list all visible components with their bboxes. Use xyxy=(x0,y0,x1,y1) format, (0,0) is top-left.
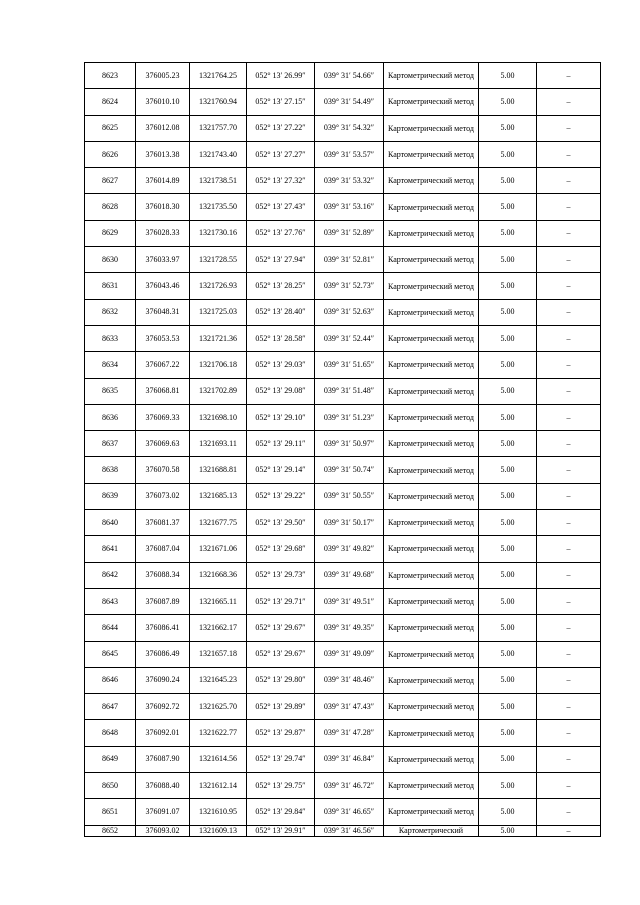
latitude-cell: 052° 13′ 29.89″ xyxy=(247,694,315,720)
table-row xyxy=(85,615,601,641)
longitude-cell: 039° 31′ 51.23″ xyxy=(315,404,384,430)
x-coordinate-cell: 376087.04 xyxy=(136,536,190,562)
note-cell: – xyxy=(537,63,601,89)
x-coordinate-cell: 376053.53 xyxy=(136,325,190,351)
y-coordinate-cell: 1321764.25 xyxy=(190,63,247,89)
table-row xyxy=(85,63,601,89)
accuracy-cell: 5.00 xyxy=(479,799,537,825)
point-number-cell: 8652 xyxy=(85,825,136,836)
method-cell: Картометрический метод xyxy=(384,63,479,89)
longitude-cell: 039° 31′ 46.84″ xyxy=(315,746,384,772)
accuracy-cell: 5.00 xyxy=(479,720,537,746)
method-cell: Картометрический метод xyxy=(384,404,479,430)
y-coordinate-cell: 1321721.36 xyxy=(190,325,247,351)
x-coordinate-cell: 376067.22 xyxy=(136,352,190,378)
table-row xyxy=(85,694,601,720)
y-coordinate-cell: 1321730.16 xyxy=(190,220,247,246)
method-cell: Картометрический метод xyxy=(384,562,479,588)
method-cell: Картометрический метод xyxy=(384,220,479,246)
note-cell: – xyxy=(537,615,601,641)
y-coordinate-cell: 1321671.06 xyxy=(190,536,247,562)
method-cell: Картометрический метод xyxy=(384,168,479,194)
latitude-cell: 052° 13′ 29.10″ xyxy=(247,404,315,430)
y-coordinate-cell: 1321693.11 xyxy=(190,431,247,457)
table-row xyxy=(85,141,601,167)
x-coordinate-cell: 376092.01 xyxy=(136,720,190,746)
x-coordinate-cell: 376069.33 xyxy=(136,404,190,430)
latitude-cell: 052° 13′ 29.50″ xyxy=(247,510,315,536)
point-number-cell: 8644 xyxy=(85,615,136,641)
accuracy-cell: 5.00 xyxy=(479,378,537,404)
latitude-cell: 052° 13′ 29.67″ xyxy=(247,641,315,667)
x-coordinate-cell: 376087.89 xyxy=(136,588,190,614)
note-cell: – xyxy=(537,194,601,220)
accuracy-cell: 5.00 xyxy=(479,220,537,246)
x-coordinate-cell: 376010.10 xyxy=(136,89,190,115)
point-number-cell: 8629 xyxy=(85,220,136,246)
y-coordinate-cell: 1321738.51 xyxy=(190,168,247,194)
x-coordinate-cell: 376043.46 xyxy=(136,273,190,299)
table-row xyxy=(85,457,601,483)
accuracy-cell: 5.00 xyxy=(479,562,537,588)
latitude-cell: 052° 13′ 29.87″ xyxy=(247,720,315,746)
table-row xyxy=(85,799,601,825)
table-body xyxy=(85,63,601,837)
table-row xyxy=(85,431,601,457)
accuracy-cell: 5.00 xyxy=(479,615,537,641)
latitude-cell: 052° 13′ 26.99″ xyxy=(247,63,315,89)
table-row xyxy=(85,562,601,588)
point-number-cell: 8639 xyxy=(85,483,136,509)
latitude-cell: 052° 13′ 27.15″ xyxy=(247,89,315,115)
note-cell: – xyxy=(537,247,601,273)
accuracy-cell: 5.00 xyxy=(479,667,537,693)
point-number-cell: 8647 xyxy=(85,694,136,720)
note-cell: – xyxy=(537,483,601,509)
method-cell: Картометрический метод xyxy=(384,588,479,614)
note-cell: – xyxy=(537,457,601,483)
table-row xyxy=(85,720,601,746)
latitude-cell: 052° 13′ 27.27″ xyxy=(247,141,315,167)
table-row xyxy=(85,641,601,667)
note-cell: – xyxy=(537,588,601,614)
longitude-cell: 039° 31′ 52.89″ xyxy=(315,220,384,246)
note-cell: – xyxy=(537,720,601,746)
note-cell: – xyxy=(537,378,601,404)
point-number-cell: 8638 xyxy=(85,457,136,483)
y-coordinate-cell: 1321677.75 xyxy=(190,510,247,536)
note-cell: – xyxy=(537,694,601,720)
latitude-cell: 052° 13′ 29.68″ xyxy=(247,536,315,562)
latitude-cell: 052° 13′ 29.11″ xyxy=(247,431,315,457)
y-coordinate-cell: 1321645.23 xyxy=(190,667,247,693)
y-coordinate-cell: 1321760.94 xyxy=(190,89,247,115)
point-number-cell: 8628 xyxy=(85,194,136,220)
method-cell: Картометрический метод xyxy=(384,799,479,825)
accuracy-cell: 5.00 xyxy=(479,457,537,483)
x-coordinate-cell: 376048.31 xyxy=(136,299,190,325)
method-cell: Картометрический метод xyxy=(384,141,479,167)
latitude-cell: 052° 13′ 29.74″ xyxy=(247,746,315,772)
y-coordinate-cell: 1321757.70 xyxy=(190,115,247,141)
note-cell: – xyxy=(537,746,601,772)
y-coordinate-cell: 1321702.89 xyxy=(190,378,247,404)
latitude-cell: 052° 13′ 27.94″ xyxy=(247,247,315,273)
method-cell: Картометрический метод xyxy=(384,667,479,693)
coordinates-table xyxy=(84,62,601,837)
y-coordinate-cell: 1321625.70 xyxy=(190,694,247,720)
accuracy-cell: 5.00 xyxy=(479,352,537,378)
method-cell: Картометрический метод xyxy=(384,773,479,799)
longitude-cell: 039° 31′ 53.16″ xyxy=(315,194,384,220)
method-cell: Картометрический метод xyxy=(384,641,479,667)
longitude-cell: 039° 31′ 52.81″ xyxy=(315,247,384,273)
accuracy-cell: 5.00 xyxy=(479,404,537,430)
point-number-cell: 8646 xyxy=(85,667,136,693)
longitude-cell: 039° 31′ 53.57″ xyxy=(315,141,384,167)
point-number-cell: 8626 xyxy=(85,141,136,167)
table-row xyxy=(85,825,601,836)
y-coordinate-cell: 1321698.10 xyxy=(190,404,247,430)
accuracy-cell: 5.00 xyxy=(479,299,537,325)
y-coordinate-cell: 1321612.14 xyxy=(190,773,247,799)
accuracy-cell: 5.00 xyxy=(479,325,537,351)
latitude-cell: 052° 13′ 27.22″ xyxy=(247,115,315,141)
accuracy-cell: 5.00 xyxy=(479,536,537,562)
latitude-cell: 052° 13′ 29.03″ xyxy=(247,352,315,378)
table-row xyxy=(85,273,601,299)
point-number-cell: 8641 xyxy=(85,536,136,562)
note-cell: – xyxy=(537,431,601,457)
y-coordinate-cell: 1321662.17 xyxy=(190,615,247,641)
point-number-cell: 8649 xyxy=(85,746,136,772)
x-coordinate-cell: 376012.08 xyxy=(136,115,190,141)
accuracy-cell: 5.00 xyxy=(479,89,537,115)
accuracy-cell: 5.00 xyxy=(479,431,537,457)
latitude-cell: 052° 13′ 29.84″ xyxy=(247,799,315,825)
table-row xyxy=(85,89,601,115)
method-cell: Картометрический метод xyxy=(384,194,479,220)
method-cell: Картометрический xyxy=(384,825,479,836)
longitude-cell: 039° 31′ 49.09″ xyxy=(315,641,384,667)
y-coordinate-cell: 1321706.18 xyxy=(190,352,247,378)
table-row xyxy=(85,588,601,614)
y-coordinate-cell: 1321728.55 xyxy=(190,247,247,273)
note-cell: – xyxy=(537,220,601,246)
longitude-cell: 039° 31′ 54.32″ xyxy=(315,115,384,141)
method-cell: Картометрический метод xyxy=(384,510,479,536)
y-coordinate-cell: 1321688.81 xyxy=(190,457,247,483)
y-coordinate-cell: 1321609.13 xyxy=(190,825,247,836)
point-number-cell: 8635 xyxy=(85,378,136,404)
note-cell: – xyxy=(537,273,601,299)
table-row xyxy=(85,299,601,325)
note-cell: – xyxy=(537,89,601,115)
latitude-cell: 052° 13′ 27.76″ xyxy=(247,220,315,246)
longitude-cell: 039° 31′ 49.51″ xyxy=(315,588,384,614)
longitude-cell: 039° 31′ 50.97″ xyxy=(315,431,384,457)
note-cell: – xyxy=(537,299,601,325)
latitude-cell: 052° 13′ 27.43″ xyxy=(247,194,315,220)
x-coordinate-cell: 376093.02 xyxy=(136,825,190,836)
table-row xyxy=(85,746,601,772)
table-row xyxy=(85,168,601,194)
accuracy-cell: 5.00 xyxy=(479,510,537,536)
method-cell: Картометрический метод xyxy=(384,457,479,483)
x-coordinate-cell: 376087.90 xyxy=(136,746,190,772)
table-row xyxy=(85,510,601,536)
y-coordinate-cell: 1321665.11 xyxy=(190,588,247,614)
method-cell: Картометрический метод xyxy=(384,746,479,772)
note-cell: – xyxy=(537,325,601,351)
method-cell: Картометрический метод xyxy=(384,378,479,404)
method-cell: Картометрический метод xyxy=(384,536,479,562)
note-cell: – xyxy=(537,562,601,588)
point-number-cell: 8650 xyxy=(85,773,136,799)
longitude-cell: 039° 31′ 52.73″ xyxy=(315,273,384,299)
point-number-cell: 8625 xyxy=(85,115,136,141)
method-cell: Картометрический метод xyxy=(384,615,479,641)
point-number-cell: 8651 xyxy=(85,799,136,825)
latitude-cell: 052° 13′ 29.75″ xyxy=(247,773,315,799)
longitude-cell: 039° 31′ 54.49″ xyxy=(315,89,384,115)
longitude-cell: 039° 31′ 50.74″ xyxy=(315,457,384,483)
longitude-cell: 039° 31′ 51.65″ xyxy=(315,352,384,378)
y-coordinate-cell: 1321622.77 xyxy=(190,720,247,746)
x-coordinate-cell: 376033.97 xyxy=(136,247,190,273)
table-row xyxy=(85,483,601,509)
x-coordinate-cell: 376088.40 xyxy=(136,773,190,799)
y-coordinate-cell: 1321725.03 xyxy=(190,299,247,325)
longitude-cell: 039° 31′ 53.32″ xyxy=(315,168,384,194)
latitude-cell: 052° 13′ 29.67″ xyxy=(247,615,315,641)
longitude-cell: 039° 31′ 47.43″ xyxy=(315,694,384,720)
longitude-cell: 039° 31′ 47.28″ xyxy=(315,720,384,746)
x-coordinate-cell: 376091.07 xyxy=(136,799,190,825)
table-row xyxy=(85,404,601,430)
y-coordinate-cell: 1321743.40 xyxy=(190,141,247,167)
latitude-cell: 052° 13′ 29.14″ xyxy=(247,457,315,483)
y-coordinate-cell: 1321657.18 xyxy=(190,641,247,667)
accuracy-cell: 5.00 xyxy=(479,825,537,836)
x-coordinate-cell: 376073.02 xyxy=(136,483,190,509)
longitude-cell: 039° 31′ 46.72″ xyxy=(315,773,384,799)
y-coordinate-cell: 1321610.95 xyxy=(190,799,247,825)
x-coordinate-cell: 376086.49 xyxy=(136,641,190,667)
accuracy-cell: 5.00 xyxy=(479,194,537,220)
table-row xyxy=(85,773,601,799)
x-coordinate-cell: 376018.30 xyxy=(136,194,190,220)
table-row xyxy=(85,220,601,246)
method-cell: Картометрический метод xyxy=(384,89,479,115)
x-coordinate-cell: 376070.58 xyxy=(136,457,190,483)
accuracy-cell: 5.00 xyxy=(479,273,537,299)
note-cell: – xyxy=(537,510,601,536)
accuracy-cell: 5.00 xyxy=(479,773,537,799)
note-cell: – xyxy=(537,773,601,799)
longitude-cell: 039° 31′ 49.35″ xyxy=(315,615,384,641)
accuracy-cell: 5.00 xyxy=(479,141,537,167)
point-number-cell: 8643 xyxy=(85,588,136,614)
note-cell: – xyxy=(537,641,601,667)
latitude-cell: 052° 13′ 29.71″ xyxy=(247,588,315,614)
method-cell: Картометрический метод xyxy=(384,431,479,457)
note-cell: – xyxy=(537,141,601,167)
x-coordinate-cell: 376005.23 xyxy=(136,63,190,89)
longitude-cell: 039° 31′ 49.68″ xyxy=(315,562,384,588)
x-coordinate-cell: 376088.34 xyxy=(136,562,190,588)
y-coordinate-cell: 1321614.56 xyxy=(190,746,247,772)
longitude-cell: 039° 31′ 54.66″ xyxy=(315,63,384,89)
point-number-cell: 8630 xyxy=(85,247,136,273)
table-row xyxy=(85,325,601,351)
method-cell: Картометрический метод xyxy=(384,694,479,720)
accuracy-cell: 5.00 xyxy=(479,168,537,194)
method-cell: Картометрический метод xyxy=(384,720,479,746)
table-row xyxy=(85,536,601,562)
accuracy-cell: 5.00 xyxy=(479,694,537,720)
point-number-cell: 8645 xyxy=(85,641,136,667)
method-cell: Картометрический метод xyxy=(384,247,479,273)
latitude-cell: 052° 13′ 28.58″ xyxy=(247,325,315,351)
point-number-cell: 8624 xyxy=(85,89,136,115)
point-number-cell: 8627 xyxy=(85,168,136,194)
note-cell: – xyxy=(537,115,601,141)
table-row xyxy=(85,667,601,693)
table-row xyxy=(85,378,601,404)
method-cell: Картометрический метод xyxy=(384,483,479,509)
x-coordinate-cell: 376090.24 xyxy=(136,667,190,693)
y-coordinate-cell: 1321668.36 xyxy=(190,562,247,588)
point-number-cell: 8623 xyxy=(85,63,136,89)
point-number-cell: 8640 xyxy=(85,510,136,536)
accuracy-cell: 5.00 xyxy=(479,746,537,772)
x-coordinate-cell: 376086.41 xyxy=(136,615,190,641)
latitude-cell: 052° 13′ 29.91″ xyxy=(247,825,315,836)
point-number-cell: 8634 xyxy=(85,352,136,378)
accuracy-cell: 5.00 xyxy=(479,588,537,614)
x-coordinate-cell: 376068.81 xyxy=(136,378,190,404)
note-cell: – xyxy=(537,825,601,836)
accuracy-cell: 5.00 xyxy=(479,247,537,273)
note-cell: – xyxy=(537,667,601,693)
method-cell: Картометрический метод xyxy=(384,299,479,325)
x-coordinate-cell: 376013.38 xyxy=(136,141,190,167)
longitude-cell: 039° 31′ 46.65″ xyxy=(315,799,384,825)
table-row xyxy=(85,115,601,141)
accuracy-cell: 5.00 xyxy=(479,63,537,89)
method-cell: Картометрический метод xyxy=(384,115,479,141)
accuracy-cell: 5.00 xyxy=(479,483,537,509)
accuracy-cell: 5.00 xyxy=(479,641,537,667)
x-coordinate-cell: 376014.89 xyxy=(136,168,190,194)
point-number-cell: 8648 xyxy=(85,720,136,746)
method-cell: Картометрический метод xyxy=(384,273,479,299)
y-coordinate-cell: 1321735.50 xyxy=(190,194,247,220)
longitude-cell: 039° 31′ 46.56″ xyxy=(315,825,384,836)
method-cell: Картометрический метод xyxy=(384,352,479,378)
table-row xyxy=(85,247,601,273)
latitude-cell: 052° 13′ 29.22″ xyxy=(247,483,315,509)
latitude-cell: 052° 13′ 27.32″ xyxy=(247,168,315,194)
longitude-cell: 039° 31′ 52.44″ xyxy=(315,325,384,351)
note-cell: – xyxy=(537,536,601,562)
point-number-cell: 8636 xyxy=(85,404,136,430)
point-number-cell: 8642 xyxy=(85,562,136,588)
x-coordinate-cell: 376081.37 xyxy=(136,510,190,536)
longitude-cell: 039° 31′ 51.48″ xyxy=(315,378,384,404)
note-cell: – xyxy=(537,168,601,194)
point-number-cell: 8637 xyxy=(85,431,136,457)
note-cell: – xyxy=(537,404,601,430)
method-cell: Картометрический метод xyxy=(384,325,479,351)
x-coordinate-cell: 376092.72 xyxy=(136,694,190,720)
point-number-cell: 8632 xyxy=(85,299,136,325)
y-coordinate-cell: 1321685.13 xyxy=(190,483,247,509)
point-number-cell: 8631 xyxy=(85,273,136,299)
table-row xyxy=(85,352,601,378)
longitude-cell: 039° 31′ 48.46″ xyxy=(315,667,384,693)
longitude-cell: 039° 31′ 50.17″ xyxy=(315,510,384,536)
longitude-cell: 039° 31′ 50.55″ xyxy=(315,483,384,509)
y-coordinate-cell: 1321726.93 xyxy=(190,273,247,299)
table-row xyxy=(85,194,601,220)
latitude-cell: 052° 13′ 28.25″ xyxy=(247,273,315,299)
point-number-cell: 8633 xyxy=(85,325,136,351)
latitude-cell: 052° 13′ 29.73″ xyxy=(247,562,315,588)
note-cell: – xyxy=(537,352,601,378)
longitude-cell: 039° 31′ 49.82″ xyxy=(315,536,384,562)
x-coordinate-cell: 376028.33 xyxy=(136,220,190,246)
x-coordinate-cell: 376069.63 xyxy=(136,431,190,457)
latitude-cell: 052° 13′ 29.80″ xyxy=(247,667,315,693)
longitude-cell: 039° 31′ 52.63″ xyxy=(315,299,384,325)
latitude-cell: 052° 13′ 29.08″ xyxy=(247,378,315,404)
latitude-cell: 052° 13′ 28.40″ xyxy=(247,299,315,325)
note-cell: – xyxy=(537,799,601,825)
accuracy-cell: 5.00 xyxy=(479,115,537,141)
